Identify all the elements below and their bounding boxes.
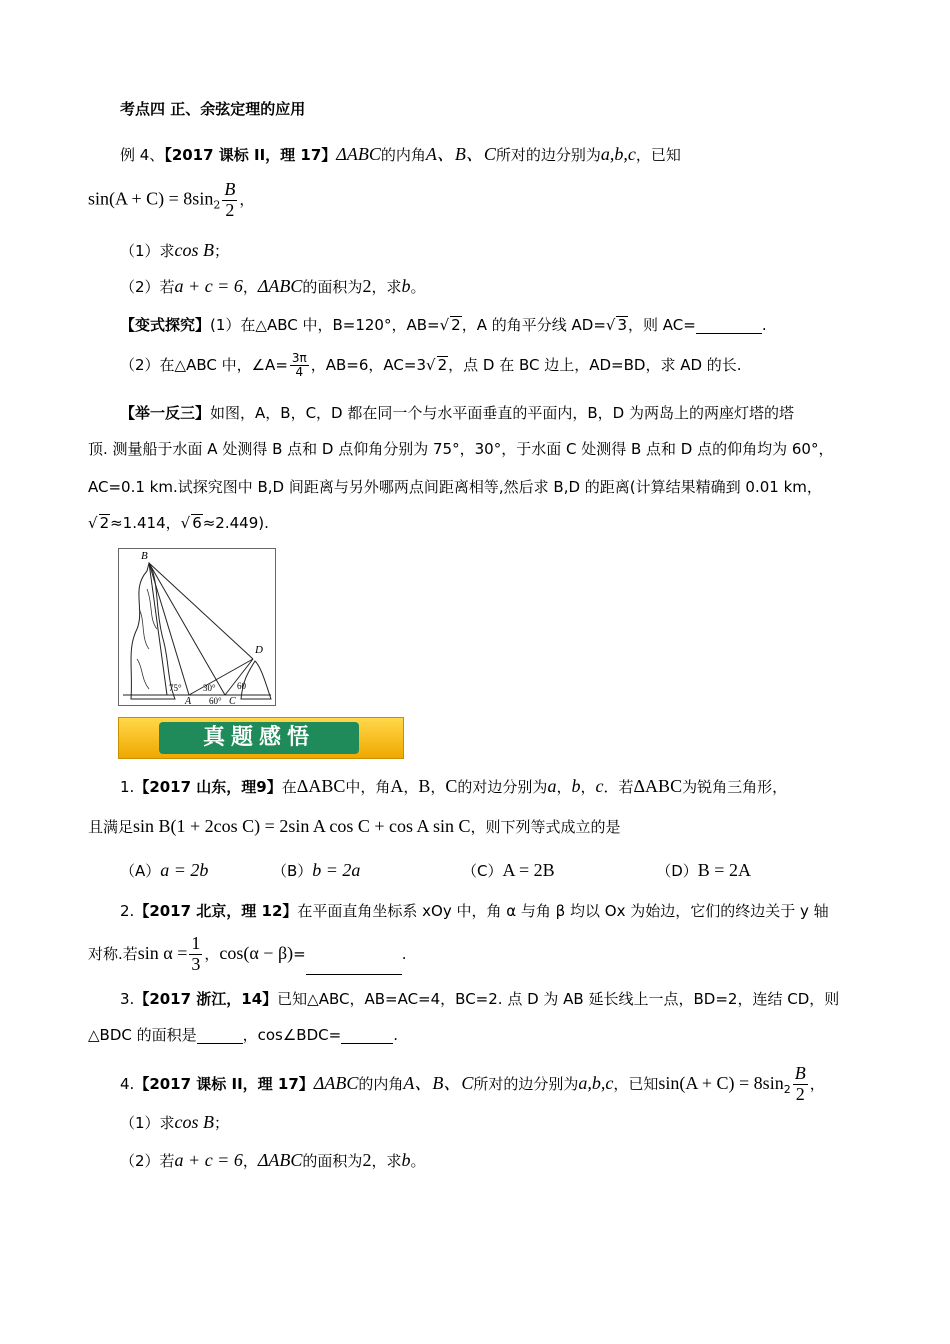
text: ≈1.414， <box>110 514 181 532</box>
text: ， <box>242 1152 258 1170</box>
math: cos B <box>174 1112 215 1132</box>
math: ΔABC <box>296 776 346 796</box>
text: 的内角 <box>358 1074 404 1093</box>
text: ； <box>214 1114 230 1132</box>
problem2-line1 <box>120 902 829 920</box>
problem-number: 2. <box>120 902 135 920</box>
answer-blank <box>197 1029 243 1044</box>
math-exponent: 2 <box>213 198 221 212</box>
answer-blank <box>306 960 402 975</box>
example4-q1 <box>120 240 229 262</box>
island-texture <box>137 589 157 689</box>
variant-line2: （2）在△ABC 中，∠A= $\frac{3\pi}{4}$ ，AB=6，AC=3√ 2，点 D 在 BC 边上，AD=BD，求 AD 的长. <box>120 351 742 380</box>
text: ， <box>430 778 446 796</box>
math: c <box>595 776 604 796</box>
math-triangle: ΔABC <box>336 144 381 164</box>
question-label: （2）若 <box>120 278 175 296</box>
variant-line1: 【变式探究】(1）在△ABC 中，B=120°，AB=√ 2，A 的角平分线 AD=√ 3，则 AC= . <box>120 316 767 334</box>
figure-label-c: C <box>229 696 236 705</box>
source-tag: 【2017 浙江，14】 <box>134 990 278 1008</box>
juyi-line2: 顶. 测量船于水面 A 处测得 B 点和 D 点仰角分别为 75°，30°，于水面 C 处测得 B 点和 D 点的仰角均为 60°， <box>88 440 834 458</box>
text: 在平面直角坐标系 xOy 中，角 α 与角 β 均以 Ox 为始边，它们的终边关于 y 轴 <box>297 902 829 920</box>
text: 在 <box>281 778 297 796</box>
math: b <box>401 276 411 296</box>
math: b <box>571 776 581 796</box>
juyi-tag: 【举一反三】 <box>120 404 211 422</box>
text: . <box>393 1026 398 1044</box>
text: ，则 AC= <box>628 316 696 334</box>
text: ，则下列等式成立的是 <box>470 818 621 836</box>
angle-60-right: 60 <box>237 681 246 691</box>
figure-svg <box>119 549 275 705</box>
text: 的对边分别为 <box>457 778 548 796</box>
option-math: A = 2B <box>502 860 555 880</box>
juyi-line1 <box>120 404 794 422</box>
example-lead: 例 4、 <box>120 146 165 164</box>
math-angles: A、B、C <box>425 144 496 164</box>
example4-line2 <box>88 180 254 221</box>
option-math: b = 2a <box>312 860 361 880</box>
text: ，求 <box>371 1152 402 1170</box>
island-left <box>131 563 175 699</box>
option-c <box>462 862 555 880</box>
text: ，已知 <box>613 1074 659 1093</box>
math: sin α = <box>137 942 188 963</box>
text: 已知△ABC，AB=AC=4，BC=2. 点 D 为 AB 延长线上一点，BD=2，连结 CD，则 <box>277 990 840 1008</box>
math: a,b,c <box>578 1072 614 1093</box>
text: (1）在△ABC 中，B=120°，AB= <box>210 316 440 334</box>
source-tag: 【2017 课标 II，理 17】 <box>164 146 337 164</box>
sqrt-radicand: 3 <box>617 316 627 334</box>
fraction-numerator: B <box>224 179 236 199</box>
problem2-line2 <box>88 934 406 975</box>
problem3-line1 <box>120 990 839 1008</box>
text: ，点 D 在 BC 边上，AD=BD，求 AD 的长. <box>448 356 742 375</box>
math-sides: a,b,c <box>600 144 636 164</box>
answer-blank <box>696 319 762 334</box>
math: C <box>445 776 458 796</box>
sqrt-radicand: 2 <box>99 514 110 532</box>
math: ΔABC <box>313 1072 359 1093</box>
section-banner <box>118 717 404 759</box>
math-exponent: 2 <box>783 1082 791 1096</box>
text: ， <box>239 190 255 209</box>
option-label: （C） <box>462 862 503 880</box>
text: ，AB=6，AC=3 <box>310 356 426 375</box>
text: （2）在△ABC 中，∠A= <box>120 356 288 375</box>
math: ΔABC <box>633 776 683 796</box>
source-tag: 【2017 北京，理 12】 <box>134 902 298 920</box>
source-tag: 【2017 山东，理9】 <box>134 778 282 796</box>
variant-tag: 【变式探究】 <box>120 316 211 334</box>
sqrt-radicand: 2 <box>451 316 461 334</box>
math-equation: sin B(1 + 2cos C) = 2sin A cos C + cos A sin C <box>133 816 471 836</box>
example4-line1 <box>120 144 681 166</box>
text: = <box>293 944 306 963</box>
math: 2 <box>362 276 372 296</box>
fraction-numerator: 3π <box>291 351 307 365</box>
math: b <box>401 1150 411 1170</box>
text: 所对的边分别为 <box>495 146 601 164</box>
text: 的内角 <box>380 146 426 164</box>
text: ≈2.449). <box>202 514 269 532</box>
island-right <box>241 661 271 699</box>
fraction-denominator: 4 <box>295 365 304 380</box>
option-math: B = 2A <box>697 860 751 880</box>
question-label: （1）求 <box>120 1114 175 1132</box>
angle-75: 75° <box>169 683 182 693</box>
problem4-q2 <box>120 1150 425 1172</box>
text: ，cos∠BDC= <box>242 1026 342 1044</box>
math: a + c = 6 <box>174 276 243 296</box>
fraction-numerator: B <box>794 1063 806 1083</box>
juyi-line4: √ 2≈1.414，√ 6≈2.449). <box>88 514 269 532</box>
text: 中，角 <box>345 778 391 796</box>
question-label: （2）若 <box>120 1152 175 1170</box>
math: sin(A + C) = 8sin <box>658 1072 784 1093</box>
text: 所对的边分别为 <box>473 1074 579 1093</box>
math-expression: sin(A + C) = 8sin <box>88 188 214 209</box>
lighthouse-figure <box>118 548 276 706</box>
text: ，已知 <box>635 146 681 164</box>
text: 的面积为 <box>302 1152 363 1170</box>
text: ， <box>809 1074 825 1093</box>
text: ； <box>214 242 230 260</box>
math: cos B <box>174 240 215 260</box>
example4-q2 <box>120 276 425 298</box>
figure-label-a: A <box>185 696 192 705</box>
math: B <box>418 776 431 796</box>
angle-60-bottom: 60° <box>209 696 222 705</box>
math: ΔABC <box>257 1150 303 1170</box>
option-b <box>272 862 360 880</box>
figure-label-b: B <box>141 550 148 562</box>
question-label: （1）求 <box>120 242 175 260</box>
text: 对称.若 <box>88 944 138 963</box>
text: . <box>761 316 767 334</box>
source-tag: 【2017 课标 II，理 17】 <box>134 1074 314 1093</box>
fraction <box>189 934 202 975</box>
text: ， <box>204 944 220 963</box>
problem4-q1 <box>120 1112 229 1134</box>
text: 。 <box>410 1152 426 1170</box>
fraction <box>793 1064 808 1105</box>
fraction-denominator: 2 <box>225 199 235 220</box>
option-math: a = 2b <box>160 860 209 880</box>
text: ， <box>580 778 596 796</box>
math: A、B、C <box>403 1072 474 1093</box>
figure-label-d: D <box>255 644 263 656</box>
math: 2 <box>362 1150 372 1170</box>
math: A <box>390 776 404 796</box>
math: a <box>547 776 557 796</box>
problem1-line1 <box>120 776 787 798</box>
text: △BDC 的面积是 <box>88 1026 197 1044</box>
banner-label: 真题感悟 <box>159 722 359 754</box>
text: 的面积为 <box>302 278 363 296</box>
fraction <box>290 352 309 379</box>
text: ，求 <box>371 278 402 296</box>
fraction-numerator: 1 <box>191 933 201 953</box>
fraction <box>222 180 237 221</box>
text: ，A 的角平分线 AD= <box>461 316 606 334</box>
problem4-line1 <box>120 1064 825 1105</box>
sqrt-radicand: 2 <box>437 356 448 375</box>
math: a + c = 6 <box>174 1150 243 1170</box>
juyi-line3: AC=0.1 km.试探究图中 B,D 间距离与另外哪两点间距离相等,然后求 B,D 的距离(计算结果精确到 0.01 km， <box>88 478 822 496</box>
answer-blank <box>341 1029 393 1044</box>
text: 且满足 <box>88 818 134 836</box>
text: 为锐角三角形， <box>682 778 788 796</box>
line-B-foot <box>149 563 167 695</box>
problem1-options <box>120 860 751 882</box>
text: ， <box>403 778 419 796</box>
angle-30: 30° <box>203 683 216 693</box>
problem-number: 3. <box>120 990 135 1008</box>
problem-number: 1. <box>120 778 135 796</box>
problem1-line2 <box>88 816 621 838</box>
problem-number: 4. <box>120 1074 135 1093</box>
option-label: （B） <box>271 862 313 880</box>
text: 。 <box>410 278 426 296</box>
text: ， <box>556 778 572 796</box>
math: ΔABC <box>257 276 303 296</box>
option-label: （D） <box>656 862 698 880</box>
math: cos(α − β) <box>219 942 294 963</box>
option-d <box>656 862 751 880</box>
text: ．若 <box>603 778 634 796</box>
fraction-denominator: 2 <box>795 1083 805 1104</box>
text: 如图，A，B，C，D 都在同一个与水平面垂直的平面内，B，D 为两岛上的两座灯塔的塔 <box>210 404 794 422</box>
text: ， <box>242 278 258 296</box>
section-heading: 考点四 正、余弦定理的应用 <box>120 100 306 118</box>
fraction-denominator: 3 <box>191 953 201 974</box>
option-label: （A） <box>120 862 161 880</box>
problem3-line2 <box>88 1026 398 1044</box>
option-a <box>120 862 208 880</box>
sqrt-radicand: 6 <box>192 514 202 532</box>
text: . <box>401 944 407 963</box>
